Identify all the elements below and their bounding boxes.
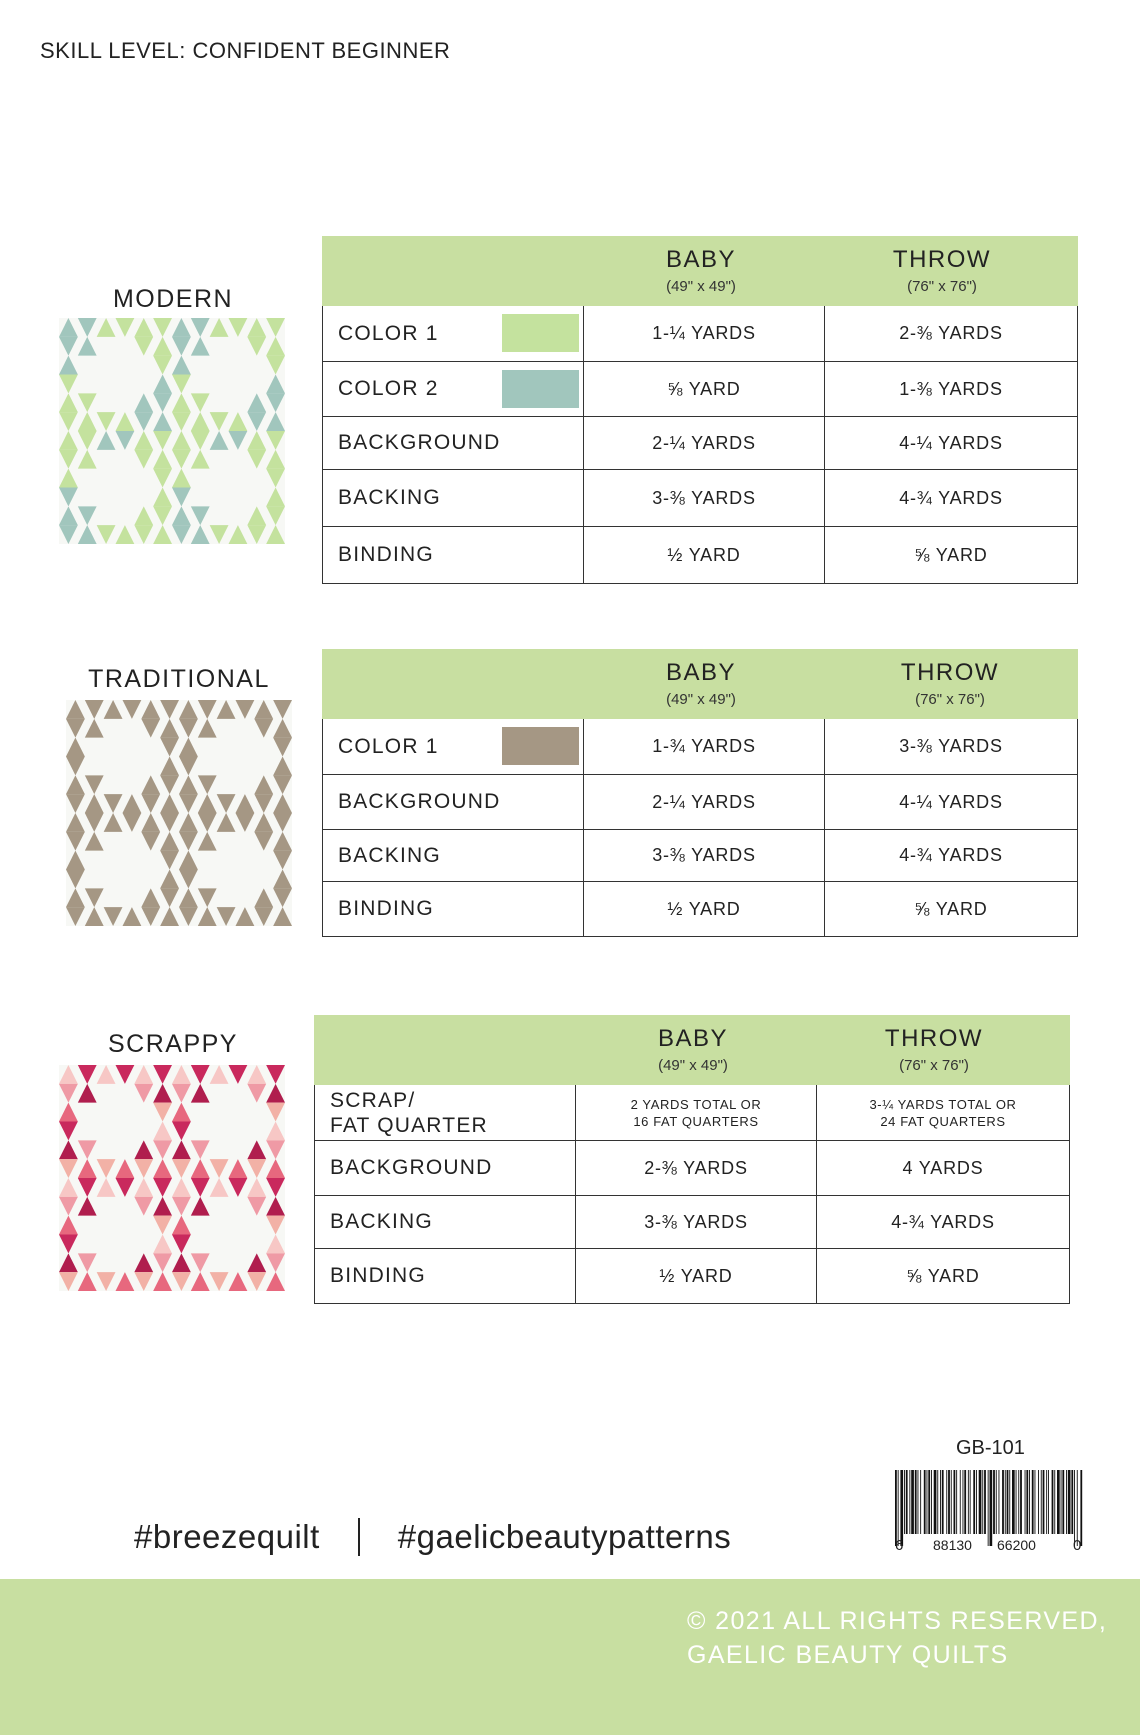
row-label: COLOR 1 bbox=[338, 321, 439, 345]
baby-value: ⅝ YARD bbox=[667, 378, 741, 399]
yardage-table-modern bbox=[322, 236, 1078, 584]
hashtag-gaelicbeautypatterns: #gaelicbeautypatterns bbox=[397, 1518, 732, 1555]
barcode-bar bbox=[1035, 1470, 1036, 1534]
row-label-line1: SCRAP/ bbox=[330, 1088, 416, 1112]
barcode-bar bbox=[1041, 1470, 1042, 1534]
row-label: BACKGROUND bbox=[315, 1141, 576, 1195]
barcode-bar bbox=[948, 1470, 950, 1534]
barcode-bar bbox=[988, 1470, 989, 1546]
barcode-bar bbox=[915, 1470, 917, 1534]
baby-value: 3-⅜ YARDS bbox=[644, 1211, 748, 1232]
barcode-bar bbox=[968, 1470, 969, 1534]
barcode-bar bbox=[1018, 1470, 1019, 1534]
barcode-bar bbox=[928, 1470, 930, 1534]
row-label: BACKING bbox=[323, 830, 584, 881]
table-row bbox=[323, 469, 1077, 526]
barcode-bar bbox=[1068, 1470, 1071, 1534]
throw-value: 4 YARDS bbox=[816, 1141, 1069, 1195]
throw-value: 3-⅜ YARDS bbox=[824, 719, 1077, 774]
barcode-bar bbox=[979, 1470, 982, 1534]
baby-value: 1-¾ YARDS bbox=[652, 736, 756, 756]
hashtags bbox=[134, 1518, 731, 1556]
barcode-digit: 88130 bbox=[933, 1537, 972, 1552]
header-throw: THROW (76" x 76") bbox=[884, 1025, 984, 1074]
throw-value-line2: 24 FAT QUARTERS bbox=[880, 1113, 1006, 1129]
barcode-bar bbox=[1038, 1470, 1039, 1534]
barcode-bar bbox=[960, 1470, 961, 1534]
barcode-bar bbox=[1025, 1470, 1026, 1534]
row-label-line2: FAT QUARTER bbox=[330, 1113, 488, 1137]
throw-value: 4-¾ YARDS bbox=[824, 470, 1077, 526]
throw-value-line1: 3-¼ YARDS TOTAL OR bbox=[869, 1096, 1017, 1112]
quilt-traditional-image bbox=[66, 700, 292, 926]
barcode-digit: 0 bbox=[1073, 1537, 1082, 1552]
throw-value: 4-¾ YARDS bbox=[824, 830, 1077, 881]
table-row bbox=[315, 1195, 1069, 1248]
barcode-bar bbox=[970, 1470, 971, 1534]
header-baby: BABY (49" x 49") bbox=[665, 246, 737, 295]
table-header bbox=[322, 649, 1078, 719]
skill-level: SKILL LEVEL: CONFIDENT BEGINNER bbox=[40, 38, 451, 63]
barcode-bar bbox=[942, 1470, 944, 1534]
barcode-bar bbox=[951, 1470, 952, 1534]
barcode-bar bbox=[1005, 1470, 1006, 1534]
copyright bbox=[687, 1604, 1107, 1672]
barcode-bar bbox=[982, 1470, 983, 1534]
barcode-icon bbox=[893, 1470, 1085, 1552]
barcode-bar bbox=[956, 1470, 957, 1534]
barcode-bar bbox=[954, 1470, 956, 1534]
barcode-bar bbox=[1009, 1470, 1010, 1534]
row-label: BACKGROUND bbox=[323, 417, 584, 469]
copyright-line2: GAELIC BEAUTY QUILTS bbox=[687, 1641, 1009, 1669]
table-row bbox=[315, 1248, 1069, 1303]
baby-value: 3-⅜ YARDS bbox=[652, 845, 756, 865]
header-baby: BABY (49" x 49") bbox=[665, 659, 737, 708]
header-throw: THROW (76" x 76") bbox=[900, 659, 1000, 708]
table-row bbox=[323, 526, 1077, 583]
row-label: COLOR 1 bbox=[338, 734, 439, 758]
barcode-bar bbox=[906, 1470, 908, 1534]
table-row bbox=[323, 774, 1077, 829]
barcode-bar bbox=[895, 1470, 897, 1546]
barcode-bar bbox=[898, 1470, 899, 1546]
table-row bbox=[323, 306, 1077, 361]
baby-value: 2-¼ YARDS bbox=[652, 791, 756, 812]
table-header bbox=[314, 1015, 1070, 1085]
barcode-bar bbox=[1012, 1470, 1015, 1534]
row-label: BINDING bbox=[323, 882, 584, 936]
row-label: BINDING bbox=[315, 1249, 576, 1303]
baby-value: 2-¼ YARDS bbox=[652, 432, 756, 453]
baby-value-line1: 2 YARDS TOTAL OR bbox=[630, 1096, 762, 1112]
table-row bbox=[323, 416, 1077, 469]
barcode-bar bbox=[924, 1470, 926, 1534]
throw-value: 1-⅜ YARDS bbox=[824, 362, 1077, 416]
barcode-bar bbox=[1062, 1470, 1064, 1534]
barcode-bar bbox=[909, 1470, 910, 1534]
section-label-scrappy: SCRAPPY bbox=[108, 1030, 238, 1058]
barcode-bar bbox=[1071, 1470, 1073, 1534]
barcode-bar bbox=[927, 1470, 928, 1534]
barcode-bar bbox=[940, 1470, 941, 1534]
barcode-bar bbox=[918, 1470, 919, 1534]
baby-value: 2-⅜ YARDS bbox=[644, 1157, 748, 1178]
footer-band bbox=[0, 1579, 1140, 1735]
barcode-bar bbox=[1007, 1470, 1009, 1534]
baby-value: 3-⅜ YARDS bbox=[652, 487, 756, 508]
barcode-bar bbox=[1054, 1470, 1055, 1534]
barcode-bar bbox=[1080, 1470, 1082, 1546]
barcode-bar bbox=[999, 1470, 1000, 1534]
throw-value: 4-¼ YARDS bbox=[824, 775, 1077, 829]
barcode-bar bbox=[1046, 1470, 1047, 1534]
barcode-bar bbox=[976, 1470, 977, 1534]
barcode-bar bbox=[937, 1470, 938, 1534]
baby-value: 1-¼ YARDS bbox=[652, 323, 756, 343]
barcode-bar bbox=[1002, 1470, 1004, 1534]
barcode-bar bbox=[1016, 1470, 1017, 1534]
barcode-bar bbox=[1029, 1470, 1030, 1534]
baby-value-line2: 16 FAT QUARTERS bbox=[633, 1113, 759, 1129]
table-row bbox=[315, 1140, 1069, 1195]
section-label-traditional: TRADITIONAL bbox=[88, 665, 270, 693]
baby-value: ½ YARD bbox=[667, 544, 741, 565]
hashtag-breezequilt: #breezequilt bbox=[134, 1518, 320, 1555]
quilt-scrappy-image bbox=[59, 1065, 285, 1291]
yardage-table-traditional bbox=[322, 649, 1078, 937]
barcode-bar bbox=[1032, 1470, 1034, 1534]
color-swatch bbox=[502, 727, 579, 765]
throw-value: ⅝ YARD bbox=[824, 527, 1077, 583]
barcode-bar bbox=[1043, 1470, 1045, 1534]
header-throw: THROW (76" x 76") bbox=[892, 246, 992, 295]
color-swatch bbox=[502, 370, 579, 408]
color-swatch bbox=[502, 314, 579, 352]
throw-value: ⅝ YARD bbox=[816, 1249, 1069, 1303]
barcode-bar bbox=[931, 1470, 932, 1534]
sku-code: GB-101 bbox=[956, 1437, 1025, 1459]
barcode-bar bbox=[934, 1470, 937, 1534]
row-label: BACKING bbox=[323, 470, 584, 526]
hashtag-divider bbox=[358, 1518, 360, 1556]
row-label: BACKING bbox=[315, 1196, 576, 1248]
barcode-bar bbox=[1057, 1470, 1060, 1534]
barcode-bar bbox=[963, 1470, 964, 1534]
barcode-bar bbox=[973, 1470, 975, 1534]
table-header bbox=[322, 236, 1078, 306]
barcode-bar bbox=[1074, 1470, 1075, 1546]
barcode-bar bbox=[1048, 1470, 1049, 1534]
barcode-bar bbox=[900, 1470, 903, 1546]
barcode-bar bbox=[1026, 1470, 1028, 1534]
header-baby: BABY (49" x 49") bbox=[657, 1025, 729, 1074]
table-row bbox=[323, 361, 1077, 416]
barcode-bar bbox=[920, 1470, 921, 1534]
barcode-digit: 66200 bbox=[997, 1537, 1036, 1552]
throw-value: ⅝ YARD bbox=[824, 882, 1077, 936]
barcode-bar bbox=[993, 1470, 995, 1534]
barcode-digit: 6 bbox=[895, 1537, 904, 1552]
barcode-bar bbox=[1061, 1470, 1062, 1534]
baby-value: ½ YARD bbox=[667, 898, 741, 919]
throw-value: 2-⅜ YARDS bbox=[824, 306, 1077, 361]
barcode-bar bbox=[1077, 1470, 1078, 1546]
section-label-modern: MODERN bbox=[112, 285, 234, 313]
barcode-bar bbox=[964, 1470, 966, 1534]
throw-value: 4-¾ YARDS bbox=[816, 1196, 1069, 1248]
throw-value: 4-¼ YARDS bbox=[824, 417, 1077, 469]
barcode-bar bbox=[904, 1470, 905, 1534]
barcode-bar bbox=[996, 1470, 997, 1534]
baby-value: ½ YARD bbox=[659, 1265, 733, 1286]
yardage-table-scrappy bbox=[314, 1015, 1070, 1304]
barcode-bar bbox=[911, 1470, 914, 1534]
barcode-bar bbox=[990, 1470, 993, 1546]
row-label: BACKGROUND bbox=[323, 775, 584, 829]
row-label: BINDING bbox=[323, 527, 584, 583]
barcode-bar bbox=[1066, 1470, 1067, 1534]
copyright-line1: © 2021 ALL RIGHTS RESERVED, bbox=[687, 1607, 1108, 1635]
barcode-bar bbox=[1052, 1470, 1054, 1534]
quilt-modern-image bbox=[59, 318, 285, 544]
table-row bbox=[323, 881, 1077, 936]
table-row bbox=[315, 1085, 1069, 1140]
barcode-bar bbox=[984, 1470, 986, 1534]
barcode-bar bbox=[1020, 1470, 1022, 1534]
table-row bbox=[323, 719, 1077, 774]
row-label: COLOR 2 bbox=[338, 377, 439, 400]
barcode-bar bbox=[946, 1470, 947, 1534]
table-row bbox=[323, 829, 1077, 881]
